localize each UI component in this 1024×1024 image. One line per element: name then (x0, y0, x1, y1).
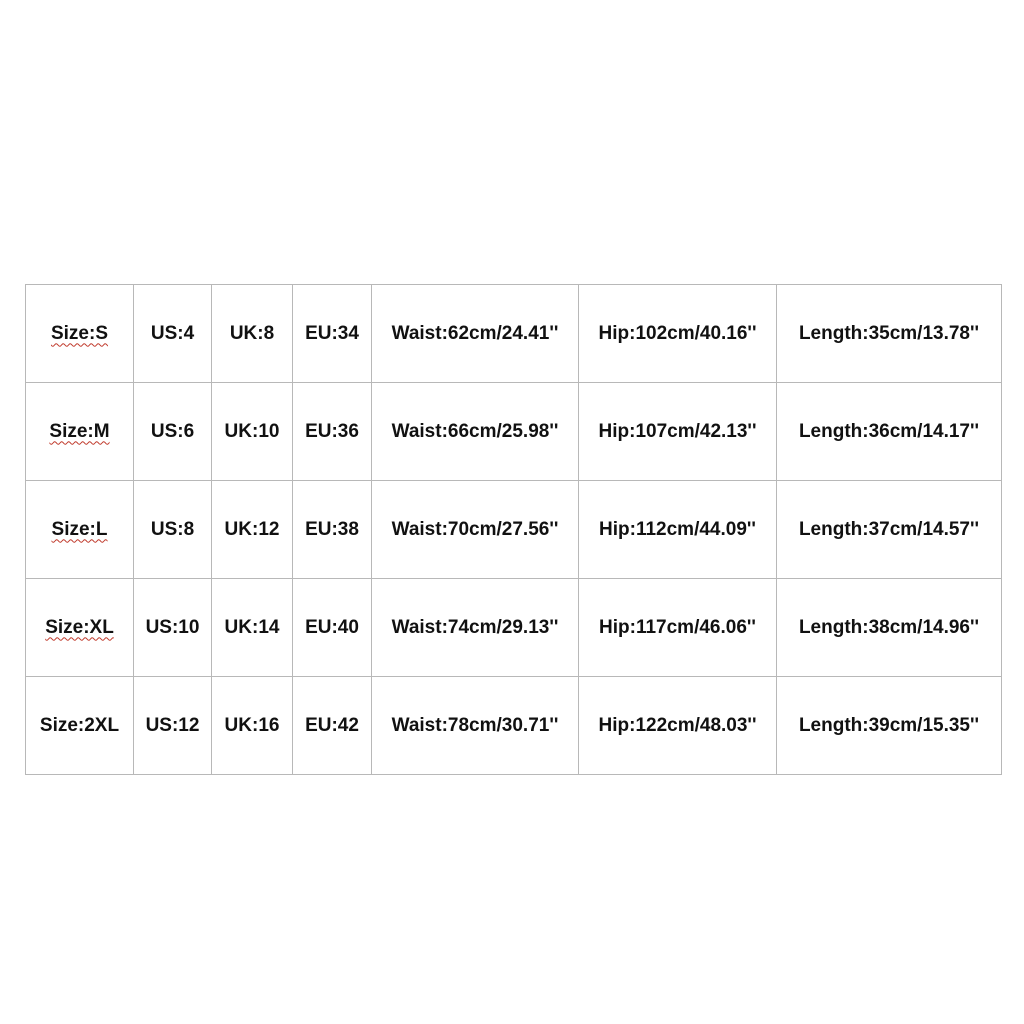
waist-cell: Waist:66cm/25.98'' (372, 383, 579, 481)
size-cell (26, 383, 134, 481)
table-row (26, 481, 1002, 579)
table-row (26, 677, 1002, 775)
length-cell: Length:36cm/14.17'' (777, 383, 1002, 481)
us-size-cell: US:6 (134, 383, 212, 481)
uk-size-cell: UK:12 (212, 481, 293, 579)
length-cell: Length:35cm/13.78'' (777, 285, 1002, 383)
waist-cell: Waist:70cm/27.56'' (372, 481, 579, 579)
hip-cell: Hip:107cm/42.13'' (579, 383, 777, 481)
size-cell (26, 285, 134, 383)
eu-size-cell: EU:38 (293, 481, 372, 579)
eu-size-cell: EU:42 (293, 677, 372, 775)
us-size-cell: US:8 (134, 481, 212, 579)
uk-size-cell: UK:16 (212, 677, 293, 775)
eu-size-cell: EU:36 (293, 383, 372, 481)
size-label: Size:XL (45, 616, 114, 638)
size-cell (26, 579, 134, 677)
hip-cell: Hip:122cm/48.03'' (579, 677, 777, 775)
waist-cell: Waist:74cm/29.13'' (372, 579, 579, 677)
table-row (26, 285, 1002, 383)
length-cell: Length:37cm/14.57'' (777, 481, 1002, 579)
uk-size-cell: UK:8 (212, 285, 293, 383)
waist-cell: Waist:62cm/24.41'' (372, 285, 579, 383)
length-cell: Length:39cm/15.35'' (777, 677, 1002, 775)
length-cell: Length:38cm/14.96'' (777, 579, 1002, 677)
us-size-cell: US:10 (134, 579, 212, 677)
table-row (26, 579, 1002, 677)
size-label: Size:2XL (39, 714, 120, 736)
eu-size-cell: EU:34 (293, 285, 372, 383)
size-cell (26, 481, 134, 579)
hip-cell: Hip:117cm/46.06'' (579, 579, 777, 677)
us-size-cell: US:4 (134, 285, 212, 383)
size-chart-table (25, 284, 1002, 775)
hip-cell: Hip:102cm/40.16'' (579, 285, 777, 383)
us-size-cell: US:12 (134, 677, 212, 775)
uk-size-cell: UK:10 (212, 383, 293, 481)
size-label: Size:M (49, 420, 110, 442)
uk-size-cell: UK:14 (212, 579, 293, 677)
size-label: Size:L (51, 518, 108, 540)
size-label: Size:S (50, 322, 109, 344)
size-cell (26, 677, 134, 775)
eu-size-cell: EU:40 (293, 579, 372, 677)
waist-cell: Waist:78cm/30.71'' (372, 677, 579, 775)
table-row (26, 383, 1002, 481)
hip-cell: Hip:112cm/44.09'' (579, 481, 777, 579)
